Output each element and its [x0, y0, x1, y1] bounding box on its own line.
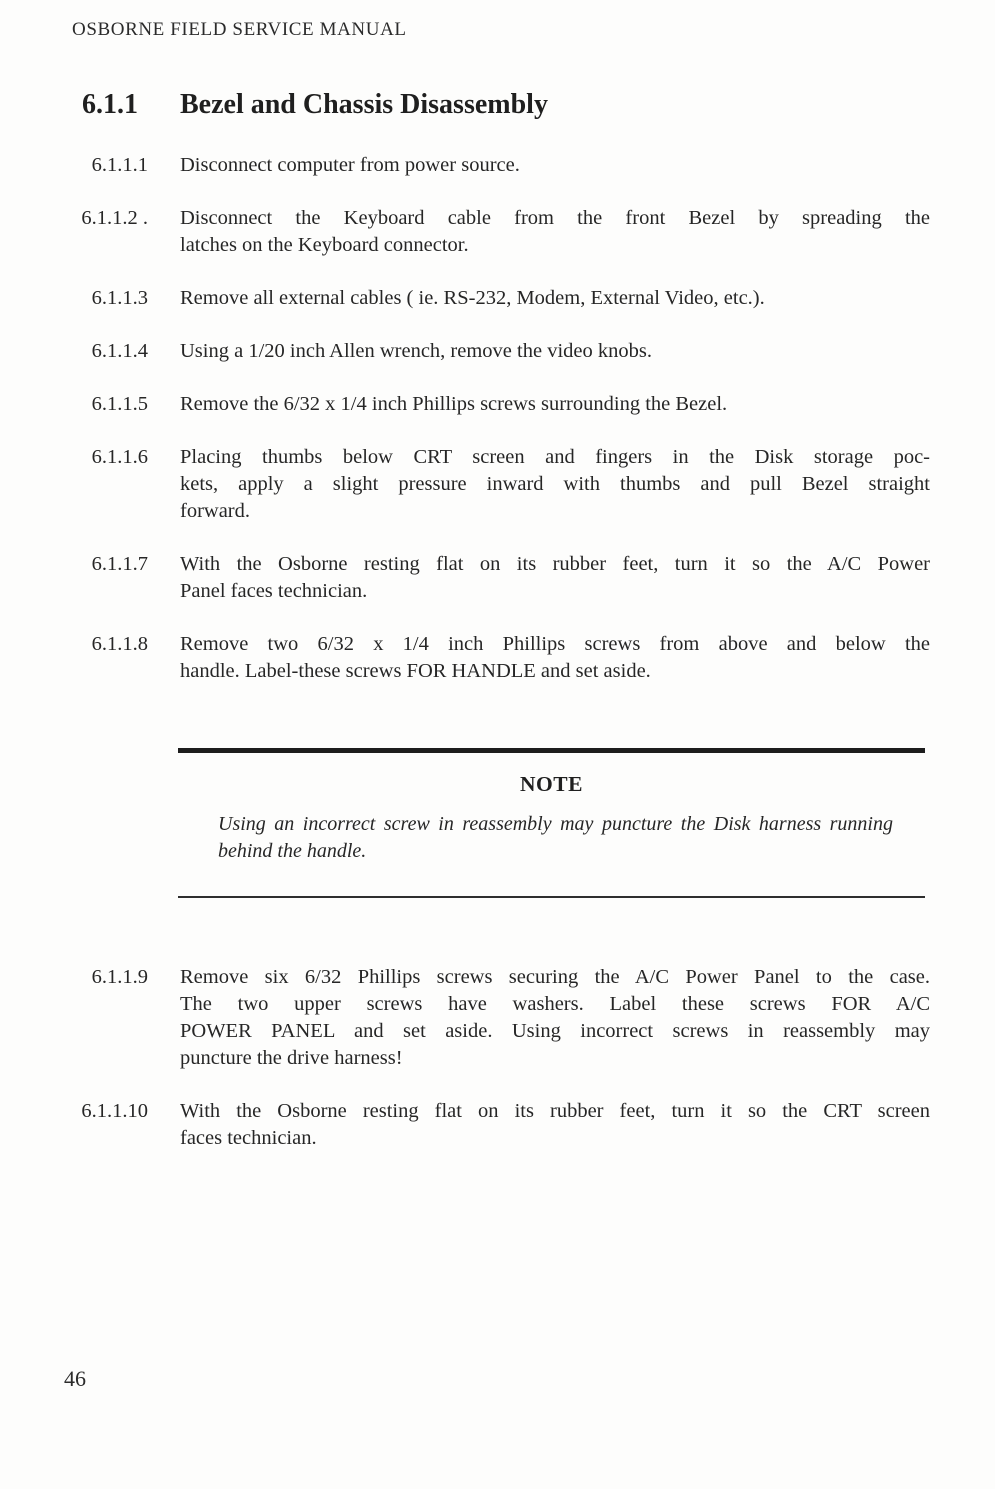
- note-body: [218, 811, 893, 865]
- step-item: [0, 285, 995, 312]
- text-line: Disconnect the Keyboard cable from the front Bezel by spreading the: [180, 207, 930, 229]
- text-line: With the Osborne resting flat on its rubber feet, turn it so the CRT screen: [180, 1100, 930, 1122]
- section-title-text: Bezel and Chassis Disassembly: [180, 89, 548, 120]
- step-number: 6.1.1.8: [91, 633, 148, 655]
- text-line: Remove six 6/32 Phillips screws securing the A/C Power Panel to the case.: [180, 966, 930, 988]
- step-number: 6.1.1.3: [91, 287, 148, 309]
- step-number: 6.1.1.7: [91, 553, 148, 575]
- note-title: NOTE: [520, 772, 583, 796]
- step-text: [180, 205, 930, 259]
- text-line: faces technician.: [180, 1127, 317, 1149]
- step-item: [0, 152, 995, 179]
- step-text: [180, 285, 930, 312]
- step-item: [0, 551, 995, 605]
- step-item: [0, 338, 995, 365]
- text-line: The two upper screws have washers. Label these screws FOR A/C: [180, 993, 930, 1015]
- step-number: 6.1.1.1: [91, 154, 148, 176]
- text-line: Disconnect computer from power source.: [180, 154, 520, 176]
- step-item: [0, 205, 995, 259]
- text-line: Remove all external cables ( ie. RS-232, Modem, External Video, etc.).: [180, 287, 765, 309]
- steps-group-lower: [0, 964, 995, 1152]
- step-item: [0, 1098, 995, 1152]
- text-line: handle. Label-these screws FOR HANDLE and set aside.: [180, 660, 651, 682]
- section-title: [0, 88, 995, 122]
- steps-group-upper: [0, 152, 995, 685]
- step-text: [180, 152, 930, 179]
- step-number: 6.1.1.9: [91, 966, 148, 988]
- step-text: [180, 551, 930, 605]
- text-line: kets, apply a slight pressure inward with thumbs and pull Bezel straight: [180, 473, 930, 495]
- text-line: POWER PANEL and set aside. Using incorrect screws in reassembly may: [180, 1020, 930, 1042]
- text-line: Panel faces technician.: [180, 580, 368, 602]
- text-line: Using an incorrect screw in reassembly may puncture the Disk harness running: [218, 813, 893, 835]
- text-line: behind the handle.: [218, 840, 367, 862]
- step-number: 6.1.1.5: [91, 393, 148, 415]
- step-text: [180, 1098, 930, 1152]
- step-item: [0, 444, 995, 525]
- note-block: [178, 748, 925, 898]
- text-line: latches on the Keyboard connector.: [180, 234, 469, 256]
- section-number: 6.1.1: [82, 89, 138, 120]
- step-number: 6.1.1.6: [91, 446, 148, 468]
- step-text: [180, 338, 930, 365]
- step-text: [180, 444, 930, 525]
- step-item: [0, 631, 995, 685]
- step-text: [180, 964, 930, 1072]
- text-line: Remove two 6/32 x 1/4 inch Phillips screws from above and below the: [180, 633, 930, 655]
- step-text: [180, 391, 930, 418]
- text-line: puncture the drive harness!: [180, 1047, 403, 1069]
- running-header: OSBORNE FIELD SERVICE MANUAL: [72, 19, 407, 40]
- step-number: 6.1.1.2 .: [81, 207, 148, 229]
- step-item: [0, 391, 995, 418]
- text-line: Placing thumbs below CRT screen and fingers in the Disk storage poc-: [180, 446, 930, 468]
- step-number: 6.1.1.10: [81, 1100, 148, 1122]
- step-item: [0, 964, 995, 1072]
- text-line: Remove the 6/32 x 1/4 inch Phillips screws surrounding the Bezel.: [180, 393, 728, 415]
- step-text: [180, 631, 930, 685]
- text-line: With the Osborne resting flat on its rubber feet, turn it so the A/C Power: [180, 553, 930, 575]
- text-line: Using a 1/20 inch Allen wrench, remove the video knobs.: [180, 340, 652, 362]
- text-line: forward.: [180, 500, 251, 522]
- page-number: 46: [64, 1366, 86, 1391]
- step-number: 6.1.1.4: [91, 340, 148, 362]
